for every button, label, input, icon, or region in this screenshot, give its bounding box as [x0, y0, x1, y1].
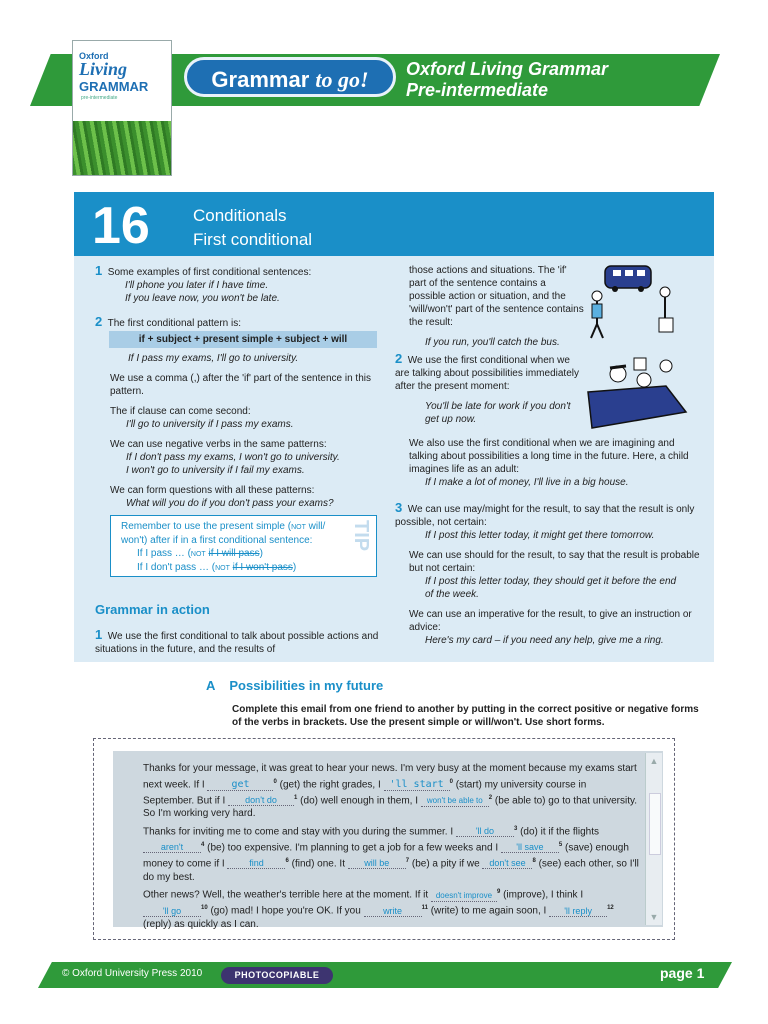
section-number: 1 [95, 627, 103, 642]
section-number: 2 [95, 314, 103, 329]
paragraph: We can use an imperative for the result, to give an instruction or advice: [409, 609, 692, 633]
scroll-thumb[interactable] [649, 793, 661, 855]
right-column-top [409, 264, 584, 356]
tip-example: If I don't pass … ( [137, 562, 216, 573]
paragraph: those actions and situations. The 'if' part of the sentence contains a possible action or situation, and the 'will/won't' part of the sentence contains the result: [409, 265, 584, 328]
email-text-run: Thanks for inviting me to come and stay with you during the summer. I [143, 826, 454, 838]
email-text-run: (do) well enough in them, I [300, 794, 419, 806]
right-column-main [409, 437, 704, 496]
series-title-line2: Pre-intermediate [406, 80, 549, 100]
section-letter: A [206, 678, 215, 693]
answer-blank[interactable]: don't do [228, 795, 294, 806]
answer-blank[interactable]: aren't [143, 842, 201, 853]
email-text-run: (be) a pity if we [411, 858, 480, 870]
email-text-run: (start) my university course in September. But if I [143, 778, 587, 806]
email-text-run: (reply) as quickly as I can. [143, 919, 259, 931]
grammar-in-action-title: Grammar in action [95, 602, 210, 617]
logo-main-text: Grammar [211, 67, 310, 92]
s2-intro: The first conditional pattern is: [107, 318, 242, 329]
scroll-down-icon[interactable]: ▼ [649, 912, 659, 922]
example-text: Here's my card – if you need any help, give me a ring. [425, 635, 664, 646]
unit-bar [74, 192, 714, 256]
example-text: If I post this letter today, it might get there tomorrow. [425, 530, 655, 541]
email-text-run: (write) to me again soon, I [430, 905, 547, 917]
email-text-run: Thanks for your message, it was great to hear your news. I'm very busy at the moment because my exams start next week. If I [143, 763, 637, 790]
email-text-run: (do) it if the flights [520, 826, 599, 838]
paragraph: We can use should for the result, to say that the result is probable but not certain: [409, 550, 700, 574]
book-level: pre-intermediate [81, 95, 118, 101]
answer-blank[interactable]: find [227, 858, 285, 869]
tip-text: won't) after if in a first conditional sentence: [121, 535, 313, 546]
tip-example: If I pass … ( [137, 548, 191, 559]
tip-box: Remember to use the present simple (NOT will/ won't) after if in a first conditional sentence: If I pass … (NOT if I will pass) If I don't pass … (NOT if I won't pass) [110, 515, 377, 577]
tip-text: will/ [308, 521, 326, 532]
photocopiable-badge: PHOTOCOPIABLE [221, 967, 333, 984]
email-text-run: (get) the right grades, I [279, 778, 381, 790]
book-grammar: GRAMMAR [79, 79, 149, 94]
book-brand: Oxford [79, 51, 109, 61]
unit-title: Conditionals [193, 206, 287, 225]
example-text: I'll phone you later if I have time. [125, 280, 269, 291]
copyright: © Oxford University Press 2010 [62, 968, 203, 979]
email-text-run: (save) enough money to come if I [143, 842, 629, 870]
example-text: If I pass my exams, I'll go to university. [128, 353, 299, 364]
example-text: If I post this letter today, they should get it before the end of the week. [425, 576, 677, 600]
tip-strike: if I will pass [208, 548, 260, 559]
left-column-cont [110, 352, 380, 517]
tip-not: NOT [190, 551, 206, 558]
book-living: Living [79, 59, 127, 79]
email-text-run: (see) each other, so I'll do my best. [143, 858, 639, 883]
grass-image [73, 121, 171, 176]
example-text: I'll go to university if I pass my exams. [126, 419, 294, 430]
tip-text: Remember to use the present simple ( [121, 521, 292, 532]
answer-blank[interactable]: write [364, 906, 422, 917]
paragraph: We use the first conditional when we are talking about possibilities immediately after the present moment: [395, 355, 579, 392]
right-column-g2 [395, 352, 580, 433]
email-text-run: (find) one. It [291, 858, 345, 870]
section-number: 1 [95, 263, 103, 278]
formula-box: if + subject + present simple + subject + will [109, 331, 377, 348]
series-title [406, 59, 608, 101]
unit-subtitle: First conditional [193, 230, 313, 249]
tip-not: NOT [291, 524, 306, 531]
example-text: You'll be late for work if you don't get up now. [425, 401, 571, 425]
answer-blank[interactable]: 'll go [143, 906, 201, 917]
tip-not: NOT [215, 565, 230, 572]
right-column-g3 [395, 501, 705, 654]
left-column [95, 264, 380, 337]
paragraph: We can form questions with all these patterns: [110, 485, 315, 496]
grammar-to-go-logo [184, 57, 396, 97]
email-scrollbar[interactable] [645, 753, 662, 925]
section-number: 2 [395, 351, 403, 366]
paragraph: The if clause can come second: [110, 406, 251, 417]
example-text: If you leave now, you won't be late. [125, 293, 280, 304]
page-number: page 1 [660, 965, 705, 981]
paragraph: We use a comma (,) after the 'if' part of the sentence in this pattern. [110, 373, 371, 397]
email-text-run: Other news? Well, the weather's terrible here at the moment. If it [143, 889, 429, 901]
scroll-up-icon[interactable]: ▲ [649, 756, 659, 766]
series-title-line1: Oxford Living Grammar [406, 59, 609, 79]
email-text-run: (be able to) go to that university. So I'm working very hard. [143, 794, 638, 820]
paragraph: We can use may/might for the result, to say that the result is only possible, not certain: [395, 504, 695, 528]
example-text: I won't go to university if I fail my exams. [126, 465, 305, 476]
gia-col [95, 628, 380, 656]
paragraph: We also use the first conditional when we are imagining and talking about possibilities a long time in the future. Here, a child imagines life as an adult: [409, 438, 689, 475]
answer-blank[interactable]: 'll save [501, 842, 559, 853]
paragraph: We can use negative verbs in the same patterns: [110, 439, 327, 450]
answer-blank[interactable]: doesn't improve [431, 891, 497, 902]
bed-illustration-icon [586, 352, 696, 432]
example-text: If I don't pass my exams, I won't go to university. [126, 452, 340, 463]
unit-number: 16 [92, 197, 150, 255]
email-text: Thanks for your message, it was great to hear your news. I'm very busy at the moment because my exams start next week. If I get $^0$ (get) the right grades, I 'll start $^0$ (start) my university course in September. But if I don't do $^1$ (do) well enough in them, I won't be able to $^2$ (be able to) go to that university. So I'm working very hard. Thanks for inviting me to come and stay with you during the summer. I 'll do $^3$ (do) it if the flights aren't $^4$ (be) too expensive. I'm planning to get a job for a few weeks and I 'll save $^5$ (save) enough money to come if I find $^6$ (find) one. It will be $^7$ (be) a pity if we don't see $^8$ (see) each other, so I'll do my best. Other news? Well, the weather's terrible here at the moment. If it doesn't improve $^9$ (improve), I think I 'll go $^{10}$ (go) mad! I hope you're OK. If you write $^{11}$ (write) to me again soon, I 'll reply $^{12}$ (reply) as quickly as I can. [143, 763, 639, 931]
answer-blank[interactable]: 'll start [384, 780, 450, 791]
instructions: Complete this email from one friend to another by putting in the correct positive or negative forms of the verbs in brackets. Use the present simple or will/won't. Use short forms. [232, 704, 699, 728]
tip-strike: if I won't pass [232, 562, 293, 573]
tip-label: TIP [350, 520, 372, 552]
answer-blank[interactable]: will be [348, 858, 406, 869]
section-title: Possibilities in my future [229, 678, 384, 693]
s1-intro: Some examples of first conditional sentences: [107, 267, 312, 278]
book-cover [72, 40, 172, 176]
example-text: If I make a lot of money, I'll live in a big house. [425, 477, 629, 488]
answer-blank[interactable]: 'll do [456, 826, 514, 837]
section-a-heading [206, 678, 383, 693]
paragraph: We use the first conditional to talk about possible actions and situations in the future, and the results of [95, 631, 379, 655]
bus-illustration-icon [583, 260, 693, 340]
email-text-run: (improve), I think I [503, 889, 584, 901]
email-text-run: (go) mad! I hope you're OK. If you [210, 905, 361, 917]
example-text: What will you do if you don't pass your exams? [126, 498, 334, 509]
answer-blank[interactable]: get [207, 780, 273, 791]
answer-blank[interactable]: 'll reply [549, 906, 607, 917]
answer-blank[interactable]: won't be able to [421, 796, 489, 807]
section-number: 3 [395, 500, 403, 515]
answer-blank[interactable]: don't see [482, 858, 532, 869]
example-text: If you run, you'll catch the bus. [425, 337, 560, 348]
logo-togo-text: to go! [315, 67, 369, 92]
email-text-run: (be) too expensive. I'm planning to get a job for a few weeks and I [207, 842, 499, 854]
